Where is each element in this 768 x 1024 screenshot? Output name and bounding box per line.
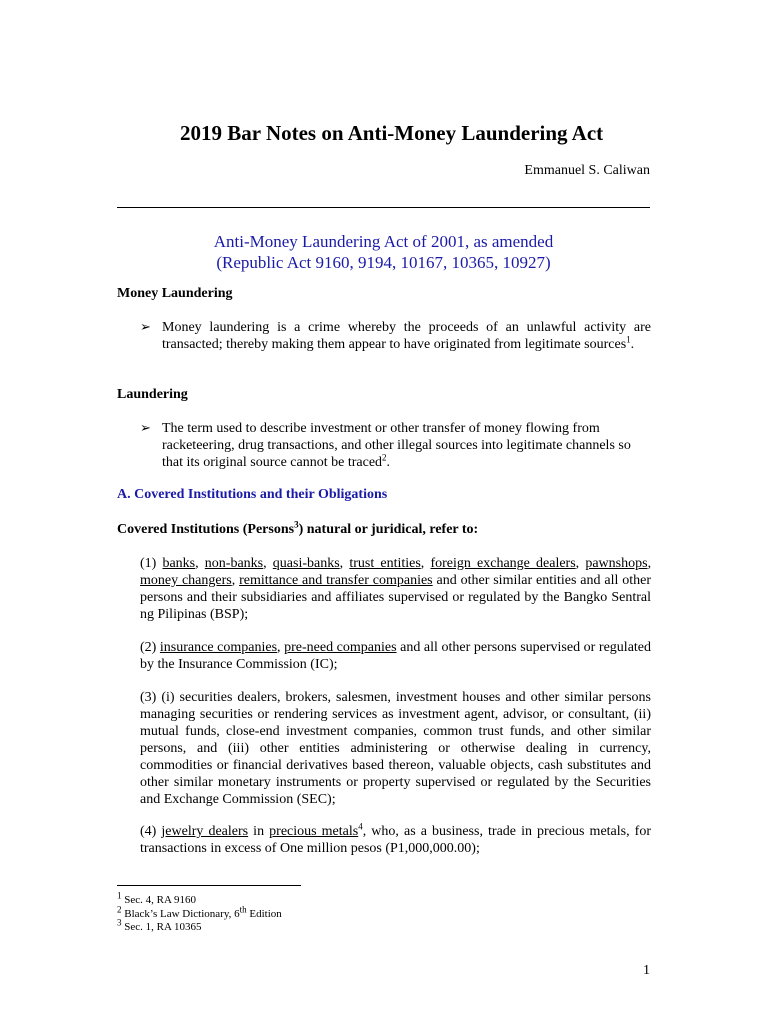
- definition-text: The term used to describe investment or other transfer of money flowing from racketeering, drug transactions, and other illegal sources into legitimate channels so that its original source cannot be traced: [162, 421, 631, 470]
- term-banks: banks: [162, 556, 196, 571]
- footnote-ref: 1: [626, 334, 631, 345]
- term-insurance-companies: insurance companies: [159, 640, 278, 655]
- footnote-2: [117, 904, 282, 921]
- arrowhead-bullet-icon: ➢: [140, 319, 151, 334]
- term-trust-entities: trust entities: [349, 556, 421, 571]
- covered-item-2: [140, 639, 651, 673]
- covered-item-4: [140, 823, 651, 857]
- definition-text: Money laundering is a crime whereby the proceeds of an unlawful activity are transacted; thereby making them appear to have originated from legitimate sources: [162, 320, 651, 352]
- covered-item-1: [140, 555, 651, 623]
- separator: ,: [263, 556, 273, 571]
- document-title: 2019 Bar Notes on Anti-Money Laundering Act: [180, 121, 604, 145]
- item-number: (4): [140, 824, 162, 839]
- page-number: 1: [643, 963, 650, 978]
- footnote-number: 3: [117, 917, 122, 928]
- subheading-text-end: ) natural or juridical, refer to:: [298, 522, 479, 537]
- term-quasi-banks: quasi-banks: [272, 556, 340, 571]
- item-text: , who, as a business, trade in precious metals, for transactions in excess of One million pesos (P1,000,000.00);: [140, 824, 652, 856]
- subheading-text: Covered Institutions (Persons: [117, 522, 295, 537]
- definition-text-end: .: [386, 455, 391, 470]
- item-number: (2): [140, 640, 160, 655]
- footnote-3: [117, 917, 202, 934]
- item-text: and all other persons supervised or regulated by the Insurance Commission (IC);: [140, 640, 652, 672]
- ordinal-suffix: th: [239, 904, 247, 915]
- footnote-ref: 2: [382, 452, 387, 463]
- footnote-ref: 3: [294, 519, 299, 530]
- separator-line: [117, 207, 650, 208]
- connector-text: in: [248, 824, 270, 839]
- term-money-changers: money changers: [140, 573, 232, 588]
- item-text: and other similar entities and all other persons and their subsidiaries and affiliates supervised or regulated by the Bangko Sentral ng Pilipinas (BSP);: [140, 573, 651, 622]
- footnote-text: Sec. 4, RA 9160: [121, 894, 197, 906]
- term-precious-metals: precious metals: [269, 824, 359, 839]
- footnote-text: Sec. 1, RA 10365: [121, 921, 202, 933]
- footnote-ref: 4: [358, 821, 363, 832]
- separator: ,: [575, 556, 586, 571]
- term-pre-need-companies: pre-need companies: [284, 640, 397, 655]
- footnote-text-end: Edition: [246, 908, 282, 920]
- footnote-1: [117, 890, 197, 907]
- arrowhead-bullet-icon: ➢: [140, 420, 151, 435]
- footnote-number: 2: [117, 904, 122, 915]
- footnote-separator: [117, 885, 301, 886]
- separator: ,: [647, 556, 652, 571]
- subtitle-act-name: Anti-Money Laundering Act of 2001, as amended: [213, 232, 554, 251]
- term-remittance-companies: remittance and transfer companies: [239, 573, 433, 588]
- covered-item-3: (3) (i) securities dealers, brokers, salesmen, investment houses and other similar persons managing securities or rendering services as investment agent, advisor, or consultant, (ii) mutual funds, close-end investment companies, common trust funds, and other similar persons, and (iii) other entities administering or otherwise dealing in currency, commodities or financial derivatives based thereon, valuable objects, cash substitutes and other similar monetary instruments or property supervised or regulated by the Securities and Exchange Commission (SEC);: [140, 690, 651, 807]
- author-name: Emmanuel S. Caliwan: [524, 163, 650, 178]
- footnote-text: Black’s Law Dictionary, 6: [121, 908, 240, 920]
- term-foreign-exchange-dealers: foreign exchange dealers: [430, 556, 576, 571]
- laundering-definition: [162, 420, 651, 471]
- term-non-banks: non-banks: [204, 556, 264, 571]
- separator: ,: [231, 573, 240, 588]
- heading-laundering: Laundering: [117, 387, 188, 402]
- heading-money-laundering: Money Laundering: [117, 286, 233, 301]
- separator: ,: [420, 556, 431, 571]
- footnote-number: 1: [117, 890, 122, 901]
- item-number: (1): [140, 556, 163, 571]
- money-laundering-definition: [162, 319, 651, 353]
- heading-covered-institutions: A. Covered Institutions and their Obligations: [117, 487, 388, 502]
- subheading-covered-persons: [117, 519, 479, 538]
- separator: ,: [277, 640, 285, 655]
- separator: ,: [195, 556, 205, 571]
- subtitle-republic-acts: (Republic Act 9160, 9194, 10167, 10365, 10927): [216, 253, 551, 272]
- definition-text-end: .: [630, 337, 635, 352]
- separator: ,: [339, 556, 350, 571]
- term-jewelry-dealers: jewelry dealers: [161, 824, 249, 839]
- term-pawnshops: pawnshops: [585, 556, 648, 571]
